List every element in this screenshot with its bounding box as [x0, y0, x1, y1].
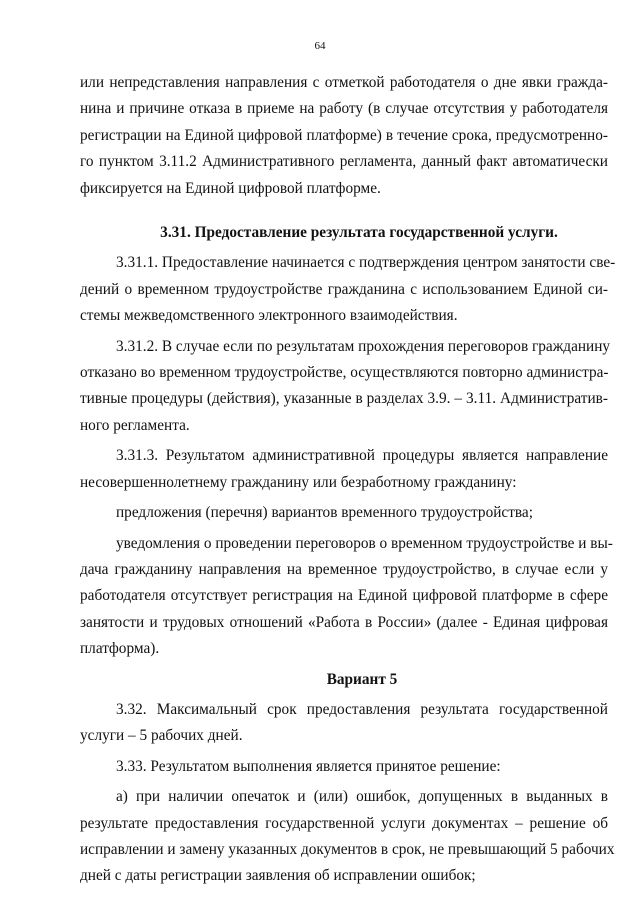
text-line: занятости и трудовых отношений «Работа в России» (далее - Единая цифровая — [80, 613, 608, 631]
paragraph-3-31-2 — [80, 334, 611, 440]
page-number: 64 — [314, 40, 326, 52]
paragraph-continuation — [80, 70, 608, 202]
text-line: дача гражданину направления на временное трудоустройство, в случае если у — [80, 560, 608, 578]
text-line: предложения (перечня) вариантов временного трудоустройства; — [116, 504, 533, 522]
paragraph-list-item-2 — [80, 531, 613, 663]
text-line: 3.31.2. В случае если по результатам прохождения переговоров гражданину — [116, 337, 611, 355]
text-line: дней с даты регистрации заявления об исправлении ошибок; — [80, 867, 476, 885]
text-line: го пунктом 3.11.2 Административного регламента, данный факт автоматически — [80, 153, 608, 171]
text-line: работодателя отсутствует регистрация на Единой цифровой платформе в сфере — [80, 587, 608, 605]
text-line: фиксируется на Единой цифровой платформе. — [80, 179, 381, 197]
paragraph-3-31-1 — [80, 250, 616, 329]
document-body — [80, 70, 616, 890]
text-line: регистрации на Единой цифровой платформе) в течение срока, предусмотренно- — [80, 126, 608, 144]
text-line: результате предоставления государственной услуги документах – решение об — [80, 814, 608, 832]
paragraph-3-32 — [80, 697, 608, 750]
text-line: а) при наличии опечаток и (или) ошибок, допущенных в выданных в — [116, 788, 608, 806]
section-heading-variant-5: Вариант 5 — [326, 670, 398, 688]
text-line: ного регламента. — [80, 416, 190, 434]
paragraph-list-item-1 — [80, 500, 608, 526]
text-line: 3.31.1. Предоставление начинается с подтверждения центром занятости све- — [116, 254, 616, 272]
text-line: платформа). — [80, 640, 160, 658]
paragraph-3-33 — [80, 754, 608, 780]
text-line: 3.31.3. Результатом административной процедуры является направление — [116, 447, 608, 465]
text-line: 3.32. Максимальный срок предоставления результата государственной — [116, 700, 608, 718]
text-line: отказано во временном трудоустройстве, осуществляются повторно администра- — [80, 364, 609, 382]
text-line: исправлении и замену указанных документов в срок, не превышающий 5 рабочих — [80, 840, 615, 858]
paragraph-3-33-a — [80, 784, 615, 890]
text-line: нина и причине отказа в приеме на работу (в случае отсутствия у работодателя — [80, 100, 608, 118]
text-line: тивные процедуры (действия), указанные в разделах 3.9. – 3.11. Административ- — [80, 390, 608, 408]
text-line: стемы межведомственного электронного взаимодействия. — [80, 307, 458, 325]
section-heading-3-31: 3.31. Предоставление результата государственной услуги. — [160, 224, 558, 242]
text-line: несовершеннолетнему гражданину или безработному гражданину: — [80, 473, 517, 491]
text-line: услуги – 5 рабочих дней. — [80, 727, 243, 745]
text-line: уведомления о проведении переговоров о временном трудоустройстве и вы- — [116, 534, 613, 552]
paragraph-3-31-3 — [80, 443, 608, 496]
text-line: 3.33. Результатом выполнения является принятое решение: — [116, 757, 501, 775]
text-line: или непредставления направления с отметкой работодателя о дне явки гражда- — [80, 74, 608, 91]
text-line: дений о временном трудоустройстве гражданина с использованием Единой си- — [80, 280, 608, 298]
